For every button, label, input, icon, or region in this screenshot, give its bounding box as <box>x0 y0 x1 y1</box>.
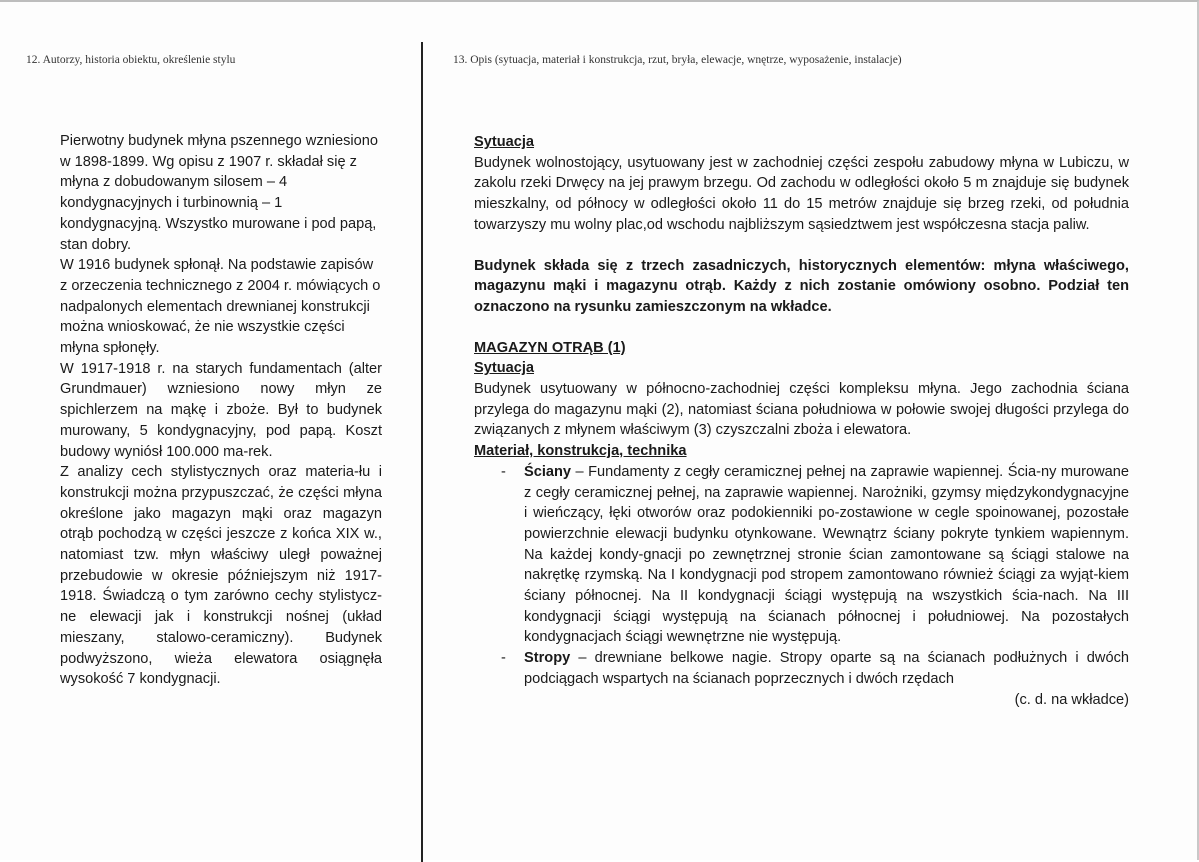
term-sciany: Ściany <box>524 463 572 480</box>
subsection-heading-material: Materiał, konstrukcja, technika <box>474 443 687 460</box>
history-paragraph-4: Z analizy cech stylistycznych oraz materia-łu i konstrukcji można przypuszczać, że części młyna określone jako magazyn mąki oraz magazyn otrąb pochodzą w części jeszcze z końca XIX w., natomiast tzw. młyn właściwy uległ poważnej przebudowie w okresie późniejszym niż 1917-1918. Świadczą o tym zarówno cechy stylistycz-ne elewacji jak i konstrukcji nośnej (układ mieszany, stalowo-ceramiczny). Budynek podwyższono, wieża elewatora osiągnęła wysokość 7 kondygnacji. <box>60 464 382 688</box>
list-dash: - <box>501 650 506 667</box>
section-heading-magazyn-otrab: MAGAZYN OTRĄB (1) <box>474 339 626 356</box>
left-column-header: 12. Autorzy, historia obiektu, określenie stylu <box>26 54 236 66</box>
history-paragraph-3: W 1917-1918 r. na starych fundamentach (alter Grundmauer) wzniesiono nowy młyn ze spichlerzem na mąkę i zboże. Był to budynek murowany, 5 kondygnacyjny, pod papą. Koszt budowy wyniósł 100.000 ma-rek. <box>60 360 382 460</box>
list-item-sciany <box>474 462 1129 648</box>
continued-note: (c. d. na wkładce) <box>1014 691 1129 708</box>
desc-stropy: – drewniane belkowe nagie. Stropy oparte są na ścianach podłużnych i dwóch podciągach wspartych na ścianach poprzecznych i dwóch rzędach <box>524 650 1129 687</box>
column-divider <box>421 42 423 862</box>
term-stropy: Stropy <box>524 650 571 667</box>
right-column-header: 13. Opis (sytuacja, materiał i konstrukcja, rzut, bryła, elewacje, wnętrze, wyposażenie, instalacje) <box>453 54 902 66</box>
sytuacja-magazyn-paragraph: Budynek usytuowany w północno-zachodniej części kompleksu młyna. Jego zachodnia ściana przylega do magazynu mąki (2), natomiast ściana południowa w połowie swojej długości przylega do związanych z młynem właściwym (3) czyszczalni zboża i elewatora. <box>474 381 1129 439</box>
list-dash: - <box>501 463 506 480</box>
list-item-stropy <box>474 648 1129 689</box>
history-paragraph-1: Pierwotny budynek młyna pszennego wzniesiono w 1898-1899. Wg opisu z 1907 r. składał się z młyna z dobudowanym silosem – 4 kondygnacyjnych i turbinownią – 1 kondygnacyjną. Wszystko murowane i pod papą, stan dobry. <box>60 133 379 253</box>
construction-list <box>474 462 1129 690</box>
sytuacja-paragraph: Budynek wolnostojący, usytuowany jest w zachodniej części zespołu zabudowy młyna w Lubiczu, w zakolu rzeki Drwęcy na jej prawym brzegu. Od zachodu w odległości około 5 m znajduje się budynek mieszkalny, od północy w odległości około 11 do 15 metrów znajduje się brzeg rzeki, od południa towarzyszy mu wolny plac,od wschodu najbliższym sąsiedztwem jest współczesna stacja paliw. <box>474 154 1129 233</box>
section-heading-sytuacja: Sytuacja <box>474 134 535 150</box>
history-paragraph-2: W 1916 budynek spłonął. Na podstawie zapisów z orzeczenia technicznego z 2004 r. mówiących o nadpalonych elementach drewnianej konstrukcji można wnioskować, że nie wszystkie części młyna spłonęły. <box>60 257 381 357</box>
summary-bold-paragraph: Budynek składa się z trzech zasadniczych, historycznych elementów: młyna właściwego, magazynu mąki i magazynu otrąb. Każdy z nich zostanie omówiony osobno. Podział ten oznaczono na rysunku zamieszczonym na wkładce. <box>474 257 1129 315</box>
desc-sciany: – Fundamenty z cegły ceramicznej pełnej na zaprawie wapiennej. Ścia-ny murowane z cegły ceramicznej pełnej, na zaprawie wapiennej. Narożniki, gzymsy międzykondygnacyjne i wieńczący, łęki otworów oraz podokienniki po-zostawione w cegle spoinowanej, pozostałe powierzchnie elewacji budynku otynkowane. Wewnątrz ściany pokryte tynkiem wapiennym. Na każdej kondy-gnacji po zewnętrznej stronie ścian zamontowane są ściągi stalowe na nakrętkę rzymską. Na I kondygnacji pod stropem zamontowano również ściągi za wyjąt-kiem ściany północnej. Na II kondygnacji ściągi występują na wszystkich ścia-nach. Na III kondygnacji ściągi występują na ścianach północnej i południowej. Na pozostałych kondygnacjach ściągi wewnętrzne nie występują. <box>524 463 1129 646</box>
subsection-heading-sytuacja: Sytuacja <box>474 360 535 377</box>
right-column-text <box>474 132 1129 710</box>
left-column-text <box>60 131 382 690</box>
